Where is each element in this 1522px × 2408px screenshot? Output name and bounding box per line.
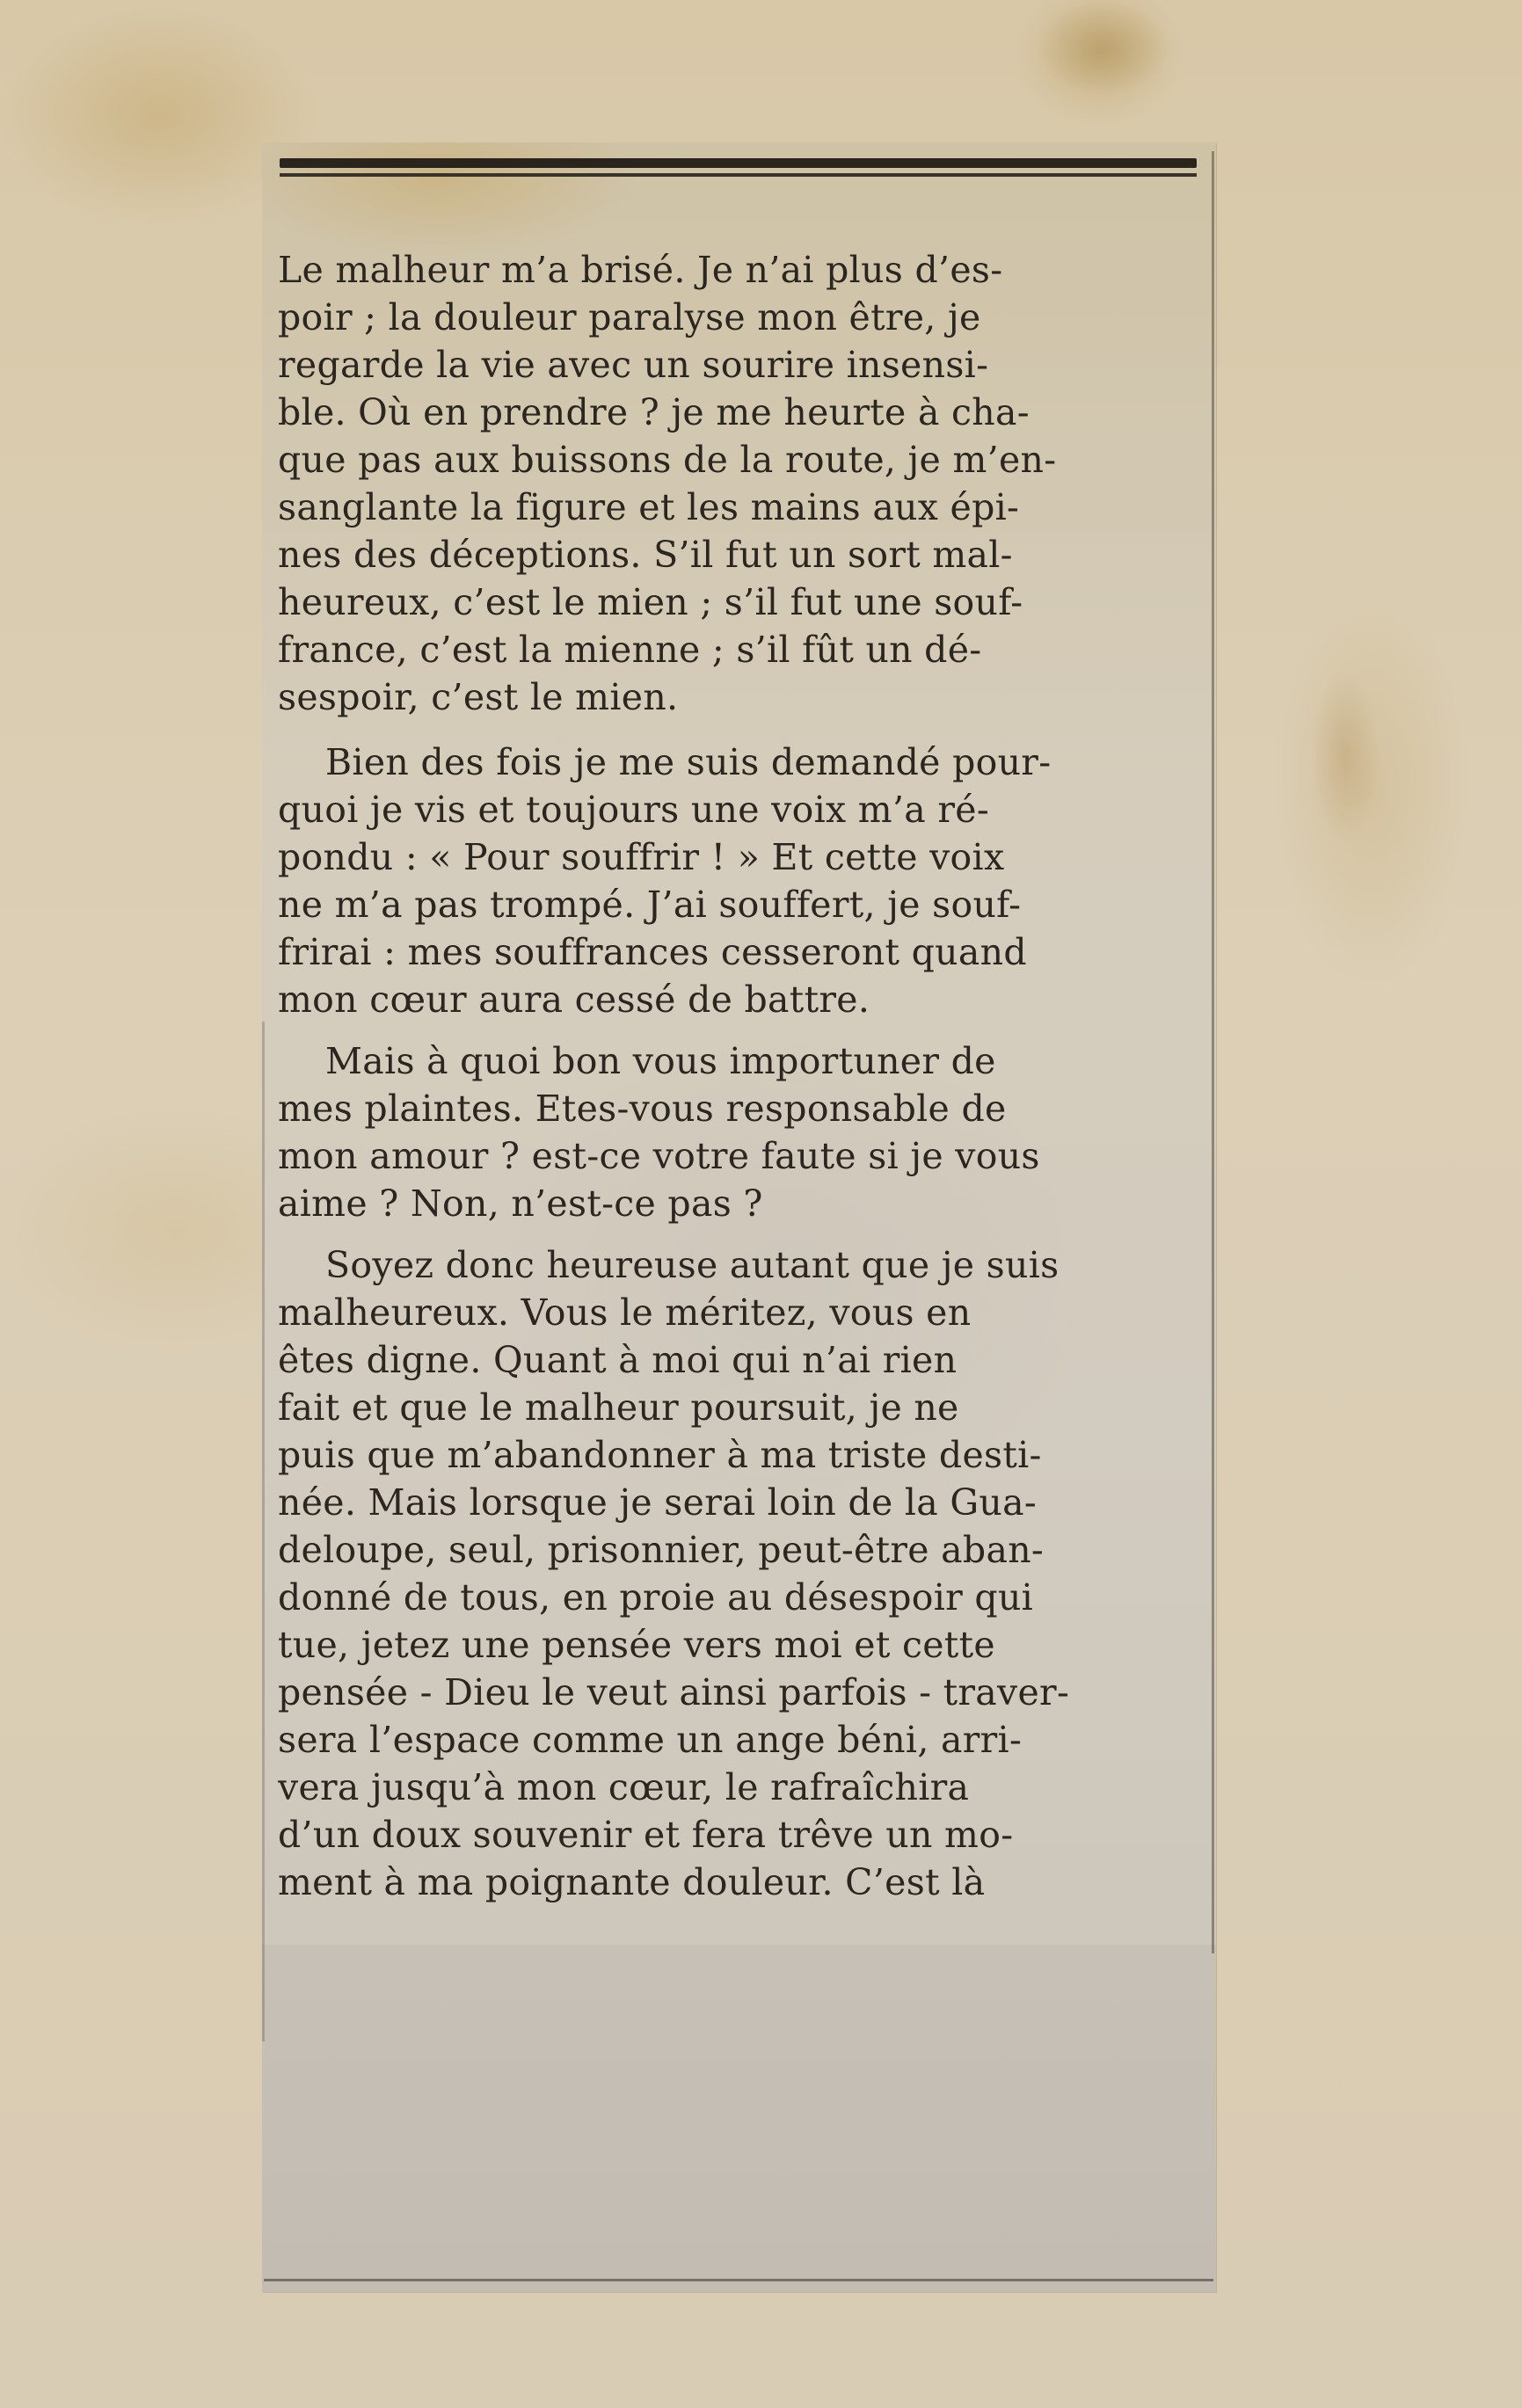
text-line: pensée - Dieu le veut ainsi parfois - traver-: [278, 1671, 1070, 1713]
paragraph-3: [278, 1037, 1203, 1227]
text-line: nes des déceptions. S’il fut un sort mal-: [278, 534, 1013, 576]
text-line: mon amour ? est-ce votre faute si je vous: [278, 1135, 1040, 1177]
text-line: quoi je vis et toujours une voix m’a ré-: [278, 789, 989, 831]
text-line: vera jusqu’à mon cœur, le rafraîchira: [278, 1766, 970, 1808]
text-line: êtes digne. Quant à moi qui n’ai rien: [278, 1339, 958, 1381]
text-line: regarde la vie avec un sourire insensi-: [278, 344, 989, 386]
text-line: mes plaintes. Etes-vous responsable de: [278, 1088, 1007, 1130]
text-line: née. Mais lorsque je serai loin de la Gua-: [278, 1481, 1038, 1524]
paper-stain: [1310, 668, 1380, 844]
text-line: ne m’a pas trompé. J’ai souffert, je souf-: [278, 884, 1022, 926]
bottom-rule: [264, 2279, 1213, 2281]
text-line: Soyez donc heureuse autant que je suis: [325, 1244, 1060, 1286]
paragraph-4: [278, 1241, 1203, 1906]
paper-stain: [1038, 0, 1169, 97]
left-column-rule: [262, 1022, 265, 2041]
text-line: donné de tous, en proie au désespoir qui: [278, 1576, 1034, 1619]
text-line: heureux, c’est le mien ; s’il fut une souf-: [278, 581, 1023, 623]
paragraph-2: [278, 738, 1203, 1023]
text-line: sera l’espace comme un ange béni, arri-: [278, 1719, 1023, 1761]
text-line: frirai : mes souffrances cesseront quand: [278, 931, 1027, 973]
text-line: aime ? Non, n’est-ce pas ?: [278, 1182, 763, 1225]
text-line: Le malheur m’a brisé. Je n’ai plus d’es-: [278, 249, 1003, 291]
right-column-rule: [1212, 151, 1214, 1953]
top-rule-thin: [280, 173, 1197, 177]
text-line: malheureux. Vous le méritez, vous en: [278, 1291, 972, 1334]
text-line: fait et que le malheur poursuit, je ne: [278, 1386, 959, 1429]
text-line: puis que m’abandonner à ma triste desti-: [278, 1434, 1042, 1476]
text-line: ment à ma poignante douleur. C’est là: [278, 1861, 986, 1903]
text-line: Mais à quoi bon vous importuner de: [325, 1040, 996, 1082]
text-line: Bien des fois je me suis demandé pour-: [325, 741, 1052, 783]
text-line: que pas aux buissons de la route, je m’en-: [278, 439, 1057, 481]
text-line: tue, jetez une pensée vers moi et cette: [278, 1624, 995, 1666]
text-line: mon cœur aura cessé de battre.: [278, 978, 870, 1021]
paragraph-1: [278, 246, 1203, 721]
top-rule-thick: [280, 158, 1197, 168]
text-line: france, c’est la mienne ; s’il fût un dé-: [278, 629, 982, 671]
text-line: deloupe, seul, prisonnier, peut-être aban-: [278, 1529, 1045, 1571]
text-line: ble. Où en prendre ? je me heurte à cha-: [278, 391, 1030, 433]
text-line: sespoir, c’est le mien.: [278, 676, 679, 718]
clipping-blank-area: [262, 1945, 1216, 2292]
text-line: poir ; la douleur paralyse mon être, je: [278, 296, 981, 338]
text-line: d’un doux souvenir et fera trêve un mo-: [278, 1814, 1014, 1856]
article-text: [278, 246, 1203, 1906]
text-line: sanglante la figure et les mains aux épi-: [278, 486, 1020, 528]
text-line: pondu : « Pour souffrir ! » Et cette voix: [278, 836, 1005, 878]
newspaper-clipping: [262, 142, 1216, 2292]
